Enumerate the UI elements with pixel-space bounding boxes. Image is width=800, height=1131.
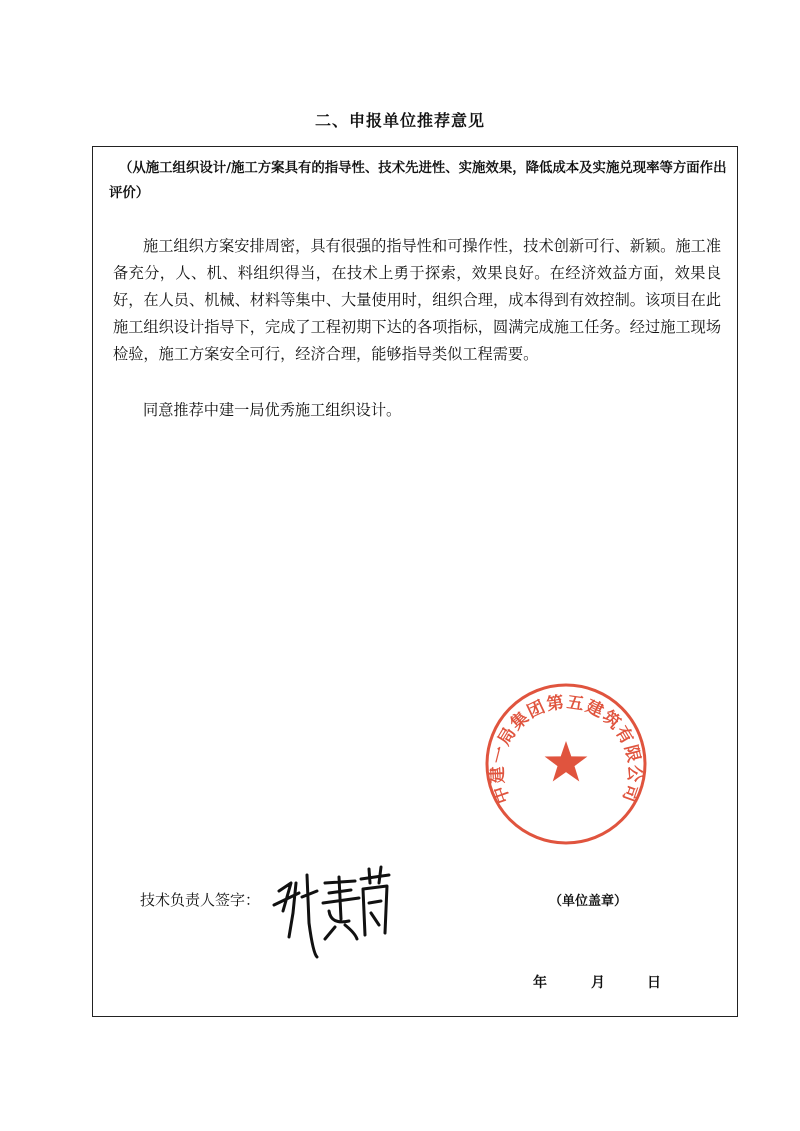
date-month-label: 月	[591, 975, 605, 991]
handwritten-signature	[269, 853, 393, 963]
seal-text: 中建一局集团第五建筑有限公司	[487, 692, 645, 806]
date-day-label: 日	[647, 975, 661, 991]
date-year-label: 年	[533, 975, 547, 991]
evaluation-instruction: （从施工组织设计/施工方案具有的指导性、技术先进性、实施效果，降低成本及实施兑现率等方面作出评价）	[109, 161, 727, 201]
recommendation-opinion: 施工组织方案安排周密，具有很强的指导性和可操作性，技术创新可行、新颖。施工准备充分，人、机、料组织得当，在技术上勇于探索，效果良好。在经济效益方面，效果良好，在人员、机械、材料等集中、大量使用时，组织合理，成本得到有效控制。该项目在此施工组织设计指导下，完成了工程初期下达的各项指标，圆满完成施工任务。经过施工现场检验，施工方案安全可行，经济合理，能够指导类似工程需要。	[113, 237, 721, 363]
company-seal	[483, 681, 649, 847]
signer-label: 技术负责人签字：	[140, 891, 261, 909]
recommendation-conclusion: 同意推荐中建一局优秀施工组织设计。	[143, 401, 402, 419]
section-title: 二、申报单位推荐意见	[314, 111, 485, 130]
unit-stamp-label: （单位盖章）	[549, 894, 628, 909]
seal-star-icon	[545, 741, 588, 782]
recommendation-form	[92, 146, 738, 1017]
